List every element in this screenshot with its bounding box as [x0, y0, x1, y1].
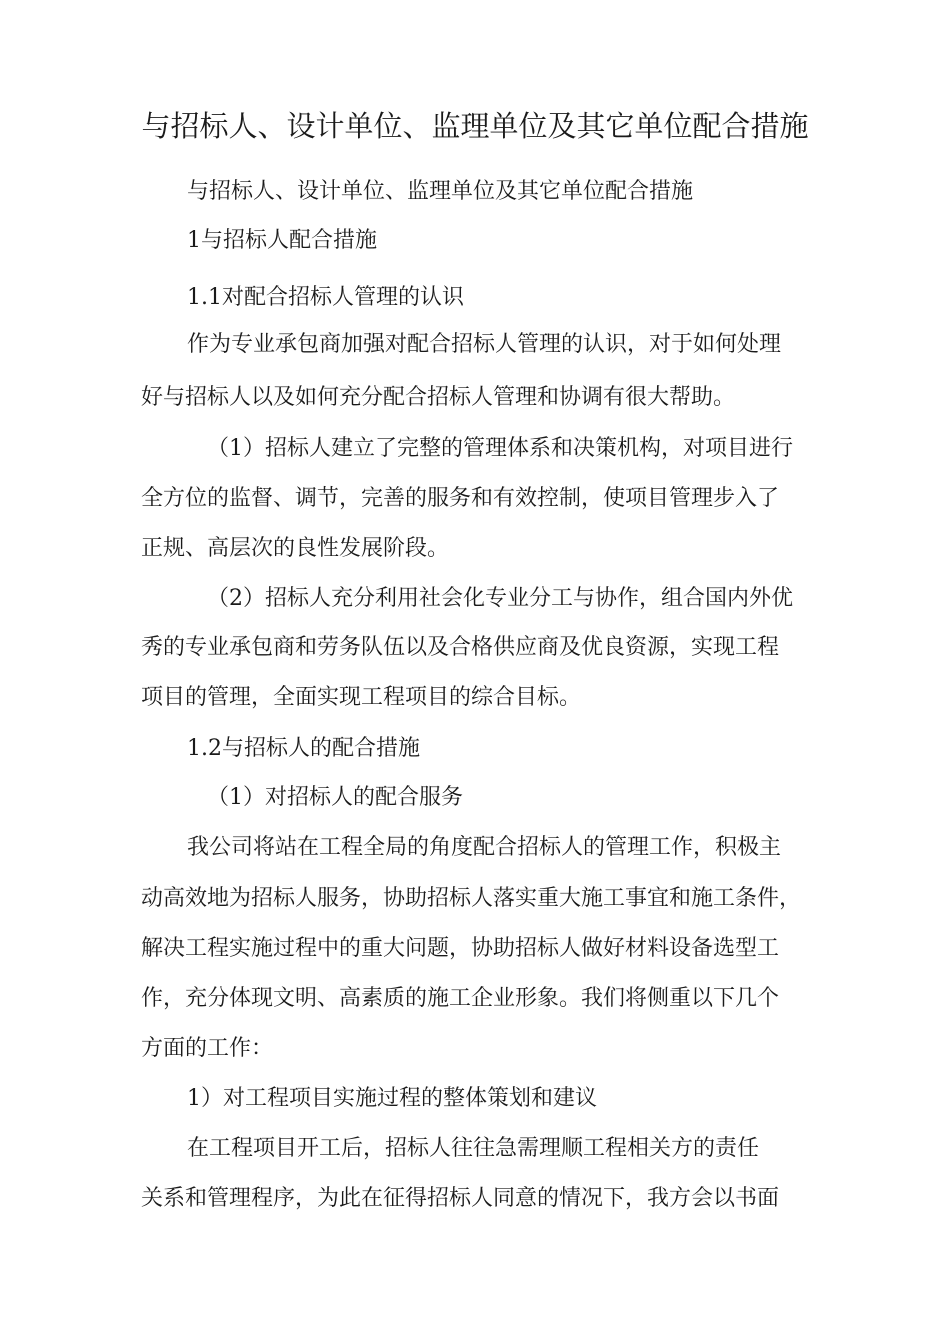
section-heading: 1与招标人配合措施: [187, 228, 377, 253]
paragraph-line: 解决工程实施过程中的重大问题，协助招标人做好材料设备选型工: [141, 936, 780, 961]
paragraph-line: 关系和管理程序，为此在征得招标人同意的情况下，我方会以书面: [141, 1186, 780, 1211]
paragraph-line: （2）招标人充分利用社会化专业分工与协作，组合国内外优: [207, 586, 793, 611]
paragraph-line: 项目的管理，全面实现工程项目的综合目标。: [141, 685, 582, 710]
paragraph-line: 与招标人、设计单位、监理单位及其它单位配合措施: [187, 179, 694, 204]
paragraph-line: 方面的工作：: [141, 1036, 274, 1061]
paragraph-line: 动高效地为招标人服务，协助招标人落实重大施工事宜和施工条件，: [141, 886, 802, 911]
subsection-heading: 1.1对配合招标人管理的认识: [187, 285, 464, 310]
paragraph-line: 好与招标人以及如何充分配合招标人管理和协调有很大帮助。: [141, 385, 736, 410]
paragraph-line: 作，充分体现文明、高素质的施工企业形象。我们将侧重以下几个: [141, 986, 780, 1011]
paragraph-line: 秀的专业承包商和劳务队伍以及合格供应商及优良资源，实现工程: [141, 635, 780, 660]
paragraph-line: 全方位的监督、调节，完善的服务和有效控制，使项目管理步入了: [141, 486, 780, 511]
paragraph-line: 1）对工程项目实施过程的整体策划和建议: [187, 1086, 597, 1111]
paragraph-line: 在工程项目开工后，招标人往往急需理顺工程相关方的责任: [187, 1136, 760, 1161]
paragraph-line: （1）对招标人的配合服务: [207, 785, 463, 810]
paragraph-line: 作为专业承包商加强对配合招标人管理的认识，对于如何处理: [187, 332, 782, 357]
subsection-heading: 1.2与招标人的配合措施: [187, 736, 420, 761]
paragraph-line: 我公司将站在工程全局的角度配合招标人的管理工作，积极主: [187, 835, 782, 860]
paragraph-line: 正规、高层次的良性发展阶段。: [141, 536, 450, 561]
paragraph-line: （1）招标人建立了完整的管理体系和决策机构，对项目进行: [207, 436, 793, 461]
document-title: 与招标人、设计单位、监理单位及其它单位配合措施: [141, 109, 809, 143]
